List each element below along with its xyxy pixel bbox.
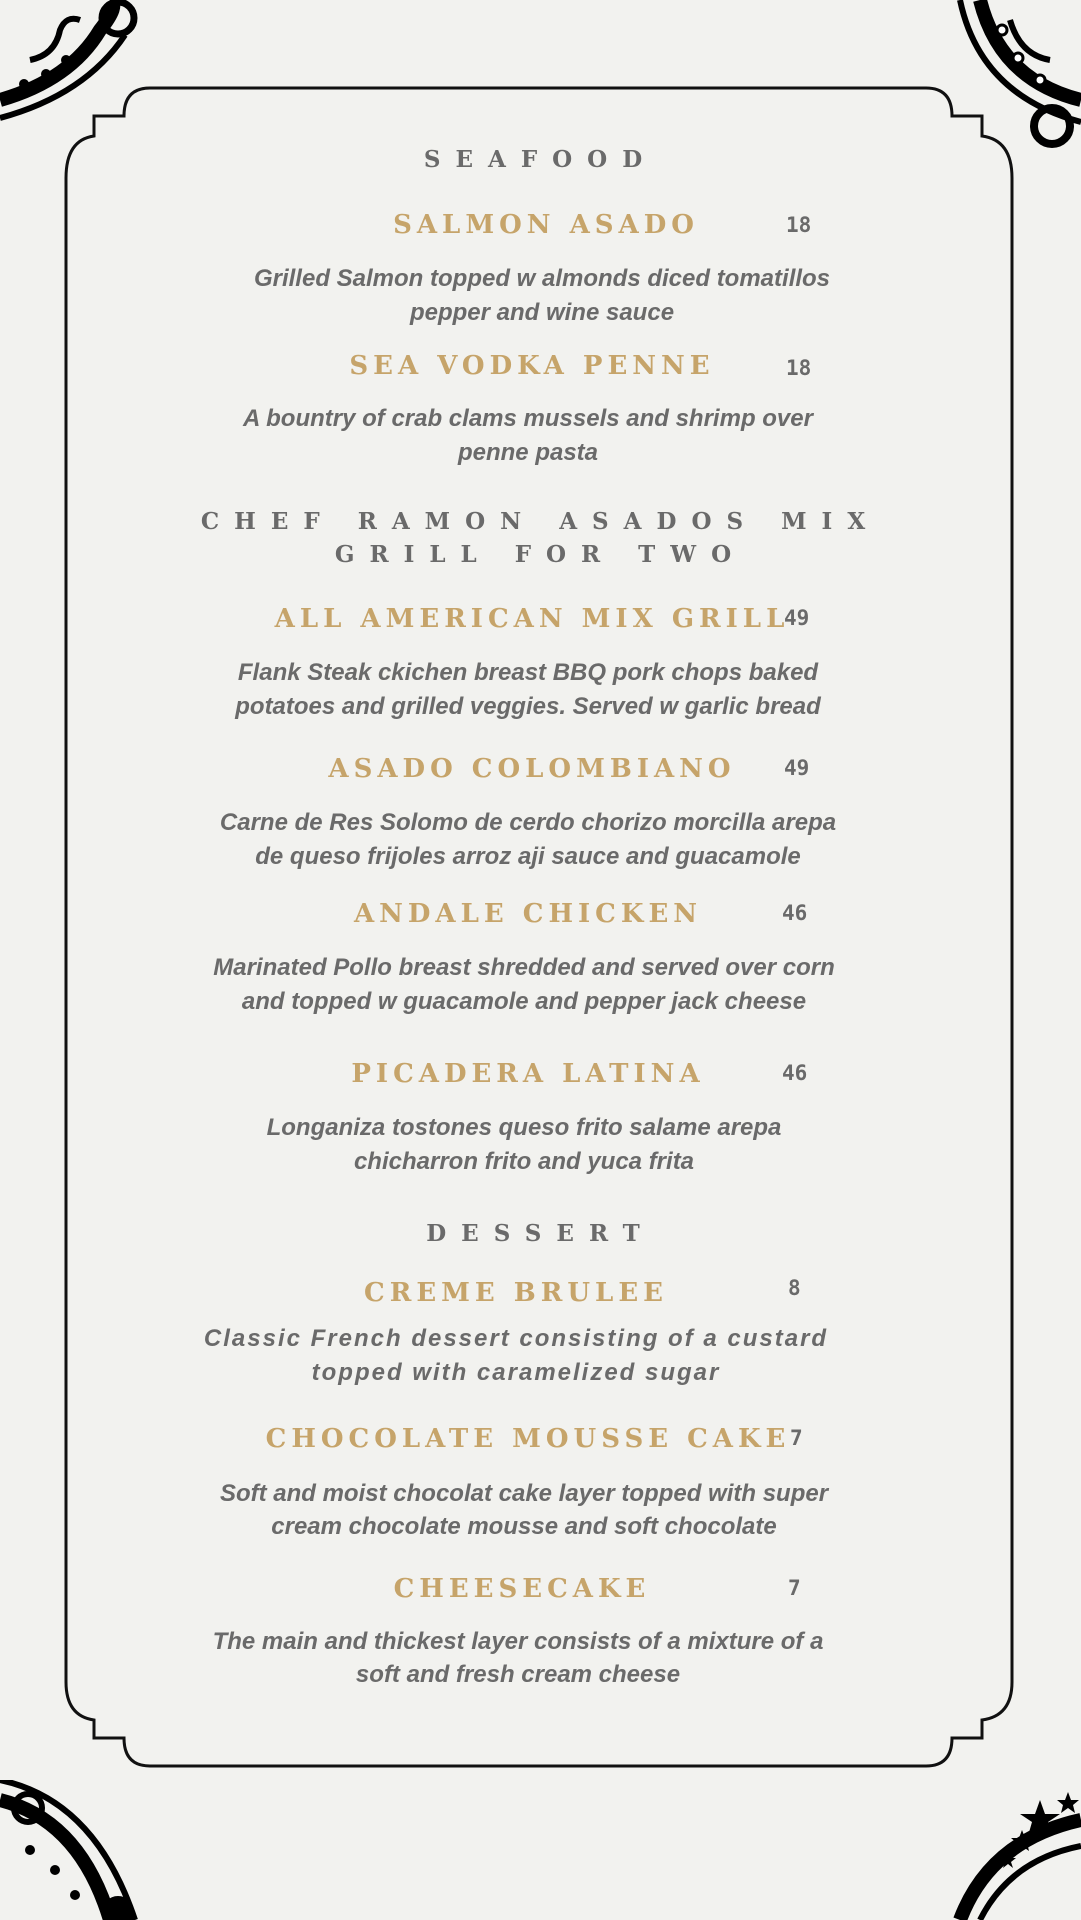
dish-desc-chocolate-mousse-line2: cream chocolate mousse and soft chocolate (271, 1513, 777, 1540)
dish-name-asado-colombiano: ASADO COLOMBIANO (328, 754, 736, 784)
dish-name-andale-chicken: ANDALE CHICKEN (353, 899, 703, 929)
dish-name-salmon-asado: SALMON ASADO (393, 210, 699, 240)
dish-desc-asado-colombiano-line2: de queso frijoles arroz aji sauce and guacamole (255, 843, 801, 870)
dish-name-chocolate-mousse-cake: CHOCOLATE MOUSSE CAKE (265, 1424, 791, 1454)
dish-price-cheesecake: 7 (788, 1576, 801, 1600)
dish-desc-all-american-line2: potatoes and grilled veggies. Served w garlic bread (235, 693, 821, 720)
dish-desc-sea-vodka-penne-line2: penne pasta (457, 439, 599, 466)
dish-desc-creme-brulee-line2: topped with caramelized sugar (311, 1359, 721, 1386)
dish-name-picadera-latina: PICADERA LATINA (351, 1059, 705, 1089)
dish-name-all-american-mix-grill: ALL AMERICAN MIX GRILL (274, 604, 790, 634)
dish-desc-andale-chicken-line1: Marinated Pollo breast shredded and served over corn (213, 954, 835, 981)
dish-name-sea-vodka-penne: SEA VODKA PENNE (349, 351, 715, 381)
section-title-mix-grill-line1: CHEF RAMON ASADOS MIX (200, 508, 881, 535)
dish-desc-andale-chicken-line2: and topped w guacamole and pepper jack cheese (241, 988, 807, 1015)
section-title-seafood: SEAFOOD (423, 146, 658, 173)
dish-desc-cheesecake-line1: The main and thickest layer consists of a mixture of a (212, 1628, 824, 1655)
dish-desc-chocolate-mousse-line1: Soft and moist chocolat cake layer topped with super (219, 1480, 829, 1507)
dish-desc-asado-colombiano-line1: Carne de Res Solomo de cerdo chorizo morcilla arepa (219, 809, 837, 836)
dish-name-cheesecake: CHEESECAKE (393, 1574, 651, 1604)
dish-price-andale-chicken: 46 (782, 901, 808, 925)
dish-desc-cheesecake-line2: soft and fresh cream cheese (355, 1661, 681, 1688)
dish-price-asado-colombiano: 49 (784, 756, 810, 780)
dish-price-all-american-mix-grill: 49 (784, 606, 810, 630)
section-title-dessert: DESSERT (426, 1220, 655, 1247)
dish-price-salmon-asado: 18 (786, 213, 812, 237)
ornament-bottom-left-icon (0, 1780, 150, 1920)
dish-desc-picadera-latina-line1: Longaniza tostones queso frito salame arepa (266, 1114, 782, 1141)
dish-price-creme-brulee: 8 (788, 1276, 801, 1300)
ornament-top-left-icon (0, 0, 150, 130)
ornament-top-right-icon (940, 0, 1081, 150)
dish-desc-salmon-asado-line1: Grilled Salmon topped w almonds diced tomatillos (253, 265, 831, 292)
dish-desc-picadera-latina-line2: chicharron frito and yuca frita (353, 1148, 695, 1175)
dish-desc-all-american-line1: Flank Steak ckichen breast BBQ pork chops baked (237, 659, 819, 686)
dish-desc-sea-vodka-penne-line1: A bountry of crab clams mussels and shrimp over (243, 405, 813, 432)
ornament-bottom-right-icon (950, 1790, 1081, 1920)
dish-desc-salmon-asado-line2: pepper and wine sauce (409, 299, 675, 326)
dish-price-picadera-latina: 46 (782, 1061, 808, 1085)
dish-desc-creme-brulee-line1: Classic French dessert consisting of a custard (203, 1325, 829, 1352)
section-title-mix-grill-line2: GRILL FOR TWO (334, 541, 747, 568)
dish-name-creme-brulee: CREME BRULEE (364, 1278, 668, 1308)
dish-price-sea-vodka-penne: 18 (786, 356, 812, 380)
dish-price-chocolate-mousse-cake: 7 (790, 1426, 803, 1450)
